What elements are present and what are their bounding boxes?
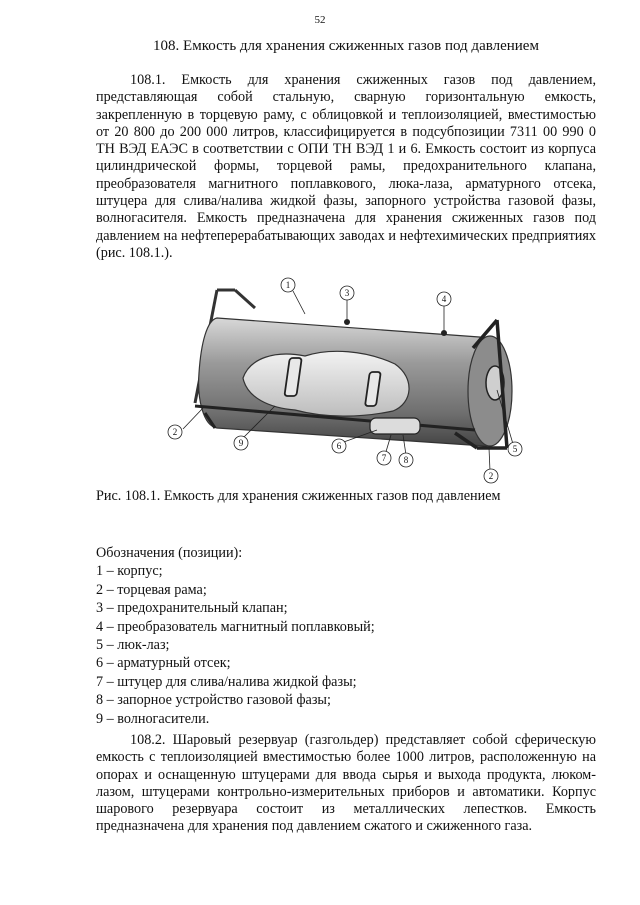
legend [96,544,596,728]
legend-item: 5 – люк-лаз; [96,637,170,654]
tank-figure [155,278,527,481]
callout-9: 9 [238,438,244,448]
legend-item: 6 – арматурный отсек; [96,655,231,672]
legend-item: 7 – штуцер для слива/налива жидкой фазы; [96,673,357,690]
callout-7: 7 [381,453,387,463]
valve-compartment [370,418,420,434]
figure-caption: Рис. 108.1. Емкость для хранения сжиженных газов под давлением [96,488,501,504]
page-number: 52 [314,14,326,26]
legend-title: Обозначения (позиции): [96,545,243,561]
callout-4: 4 [441,294,447,304]
paragraph-108-2: 108.2. Шаровый резервуар (газгольдер) представляет собой сферическую емкость с теплоизоляцией вместимостью более 1000 литров, расположенную на опорах и оснащенную штуцерами для ввода сырья и выхода продукта, люком-лазом, штуцерами контрольно-измерительных приборов и автоматики. Корпус шарового резервуара состоит из металлических лепестков. Емкость предназначена для хранения под давлением сжатого и сжиженного газа. [96,732,596,835]
legend-item: 4 – преобразователь магнитный поплавковый; [96,618,375,635]
legend-item: 1 – корпус; [96,563,163,580]
legend-item: 9 – волногасители. [96,710,210,727]
callout-6: 6 [336,441,342,451]
paragraph-108-1: 108.1. Емкость для хранения сжиженных газов под давлением, представляющая собой стальную, сварную горизонтальную емкость, закрепленную в торцевую раму, с облицовкой и теплоизоляцией, вместимостью от 20 800 до 200 000 литров, классифицируется в подсубпозиции 7311 00 990 0 ТН ВЭД ЕАЭС в соответствии с ОПИ ТН ВЭД 1 и 6. Емкость состоит из корпуса цилиндрической формы, торцевой рамы, предохранительного клапана, преобразователя магнитного поплавкового, люка-лаза, арматурного отсека, штуцера для слива/налива жидкой фазы, запорного устройства газовой фазы, волногасителя. Емкость предназначена для хранения сжиженных газов под давлением на нефтеперерабатывающих заводах и нефтехимических предприятиях (рис. 108.1.). [96,72,596,261]
callout-8: 8 [403,455,409,465]
tank-illustration [155,278,527,481]
callout-2-left: 2 [172,427,178,437]
legend-item: 2 – торцевая рама; [96,581,207,598]
callout-1: 1 [285,280,291,290]
callout-3: 3 [344,288,350,298]
legend-item: 3 – предохранительный клапан; [96,600,288,617]
legend-item: 8 – запорное устройство газовой фазы; [96,692,331,709]
section-heading: 108. Емкость для хранения сжиженных газов под давлением [153,38,539,54]
callout-2-right: 2 [488,471,494,481]
callout-5: 5 [512,444,518,454]
